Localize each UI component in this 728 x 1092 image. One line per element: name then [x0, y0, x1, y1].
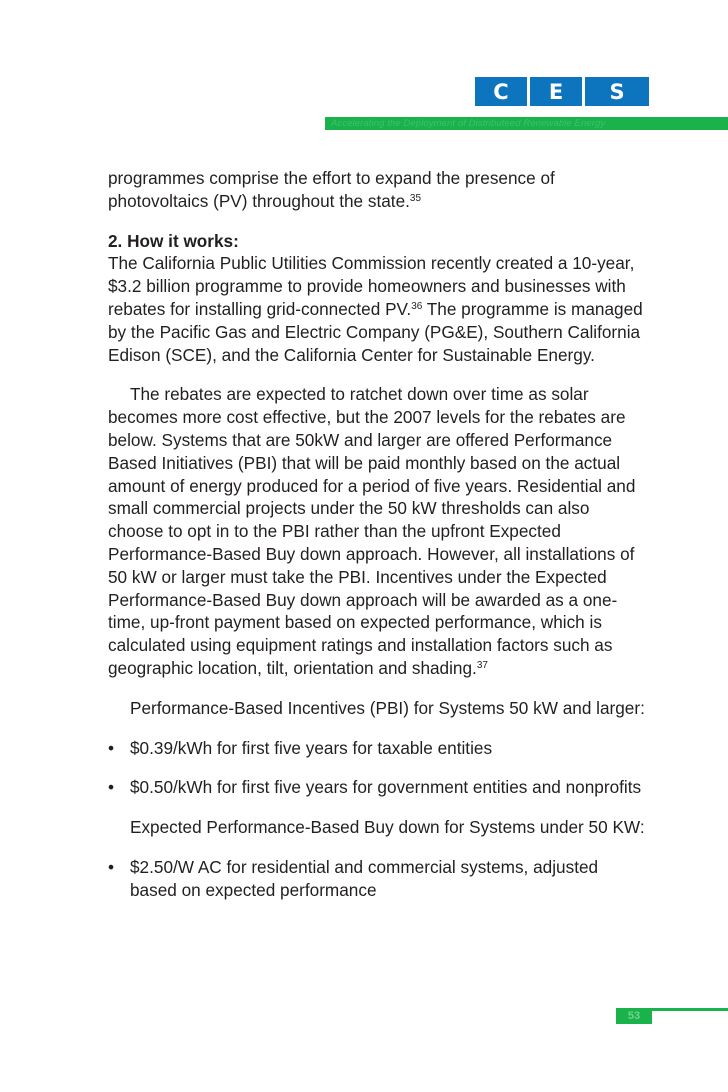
page-number: 53 [627, 1010, 641, 1022]
list-item-text: $2.50/W AC for residential and commercial systems, adjusted based on expected performance [130, 856, 599, 900]
pbi-subheading: Performance-Based Incentives (PBI) for Systems 50 kW and larger: [130, 697, 645, 718]
page-body [108, 167, 648, 902]
paragraph-programme [108, 252, 648, 366]
list-item [108, 737, 648, 760]
bullet-marker: • [108, 737, 115, 758]
ces-logo [475, 77, 649, 106]
header-tagline: Accelerating the Deployment of Distributeed Renewable Energy [331, 118, 606, 129]
logo-letter-s: S [585, 77, 649, 106]
footer-bar [652, 1008, 728, 1011]
list-item [108, 776, 648, 799]
list-item-text: $0.50/kWh for first five years for government entities and nonprofits [130, 777, 642, 798]
section-heading: 2. How it works: [108, 230, 239, 251]
logo-letter-c: C [475, 77, 527, 106]
list-item [108, 856, 648, 902]
paragraph-text: The rebates are expected to ratchet down over time as solar becomes more cost effective, but the 2007 levels for the rebates are below. Systems that are 50kW and larger are offered Performance Based Initiatives (PBI) that will be paid monthly based on the actual amount of energy produced for a period of five years. Residential and small commercial projects under the 50 kW thresholds can also choose to opt in to the PBI rather than the upfront Expected Performance-Based Buy down approach. However, all installations of 50 kW or larger must take the PBI. Incentives under the Expected Performance-Based Buy down approach will be awarded as a one-time, up-front payment based on expected performance, which is calculated using equipment ratings and installation factors such as geographic location, tilt, orientation and shading. [108, 384, 636, 678]
footnote-ref: 36 [411, 300, 423, 312]
epbb-subheading: Expected Performance-Based Buy down for Systems under 50 KW: [130, 817, 645, 838]
logo-letter-e: E [530, 77, 582, 106]
footnote-ref: 37 [476, 659, 488, 671]
paragraph-rebates [108, 383, 648, 679]
footnote-ref: 35 [409, 192, 422, 204]
list-item-text: $0.39/kWh for first five years for taxable entities [130, 737, 493, 758]
paragraph-text: The California Public Utilities Commission recently created a 10-year, $3.2 billion programme to provide homeowners and businesses with rebates for installing grid-connected PV. [108, 253, 635, 319]
bullet-marker: • [108, 856, 115, 877]
paragraph-text: The programme is managed by the Pacific Gas and Electric Company (PG&E), Southern California Edison (SCE), and the California Center for Sustainable Energy. [108, 298, 643, 365]
intro-text: programmes comprise the effort to expand the presence of photovoltaics (PV) throughout the state. [108, 168, 555, 211]
bullet-marker: • [108, 777, 115, 798]
intro-paragraph [108, 167, 648, 213]
